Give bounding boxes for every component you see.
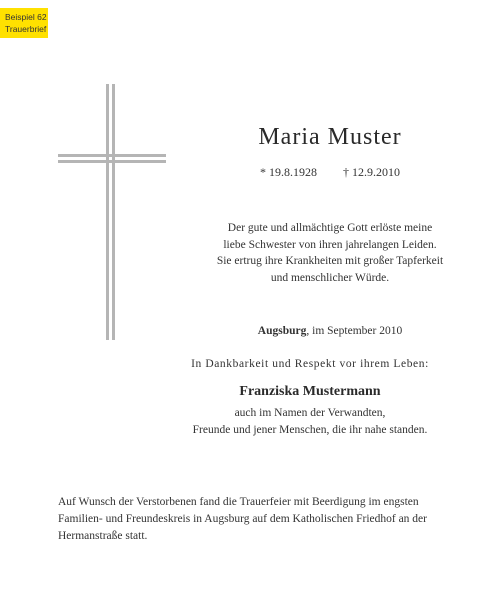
signer-line: Freunde und jener Menschen, die ihr nahe standen. <box>192 424 428 436</box>
signer-lines <box>160 405 460 439</box>
birth-date: * 19.8.1928 <box>260 165 317 179</box>
example-number: Beispiel 62 <box>5 12 47 22</box>
note-line: Auf Wunsch der Verstorbenen fand die Trauerfeier mit Beerdigung im engsten <box>58 496 419 508</box>
example-type: Trauerbrief <box>5 24 47 34</box>
signer-name: Franziska Mustermann <box>239 384 381 399</box>
place-city: Augsburg <box>257 325 307 337</box>
condolence-line: liebe Schwester von ihren jahrelangen Leiden. <box>223 238 437 251</box>
cross-icon <box>58 84 166 340</box>
place-date-rest: , im September 2010 <box>306 325 403 337</box>
funeral-note <box>58 494 458 545</box>
note-line: Familien- und Freundeskreis in Augsburg auf dem Katholischen Friedhof an der <box>58 513 427 525</box>
signer-line: auch im Namen der Verwandten, <box>234 407 386 419</box>
condolence-line: Der gute und allmächtige Gott erlöste meine <box>227 222 433 234</box>
place-date <box>180 325 480 337</box>
condolence-text <box>180 220 480 286</box>
condolence-line: Sie ertrug ihre Krankheiten mit großer Tapferkeit <box>216 255 444 267</box>
life-dates <box>210 165 450 180</box>
deceased-name: Maria Muster <box>258 124 402 150</box>
note-line: Hermanstraße statt. <box>58 530 148 542</box>
death-date: † 12.9.2010 <box>343 165 400 179</box>
example-tag <box>0 8 48 38</box>
thanks-line: In Dankbarkeit und Respekt vor ihrem Leben: <box>191 358 429 370</box>
condolence-line: und menschlicher Würde. <box>270 271 390 284</box>
